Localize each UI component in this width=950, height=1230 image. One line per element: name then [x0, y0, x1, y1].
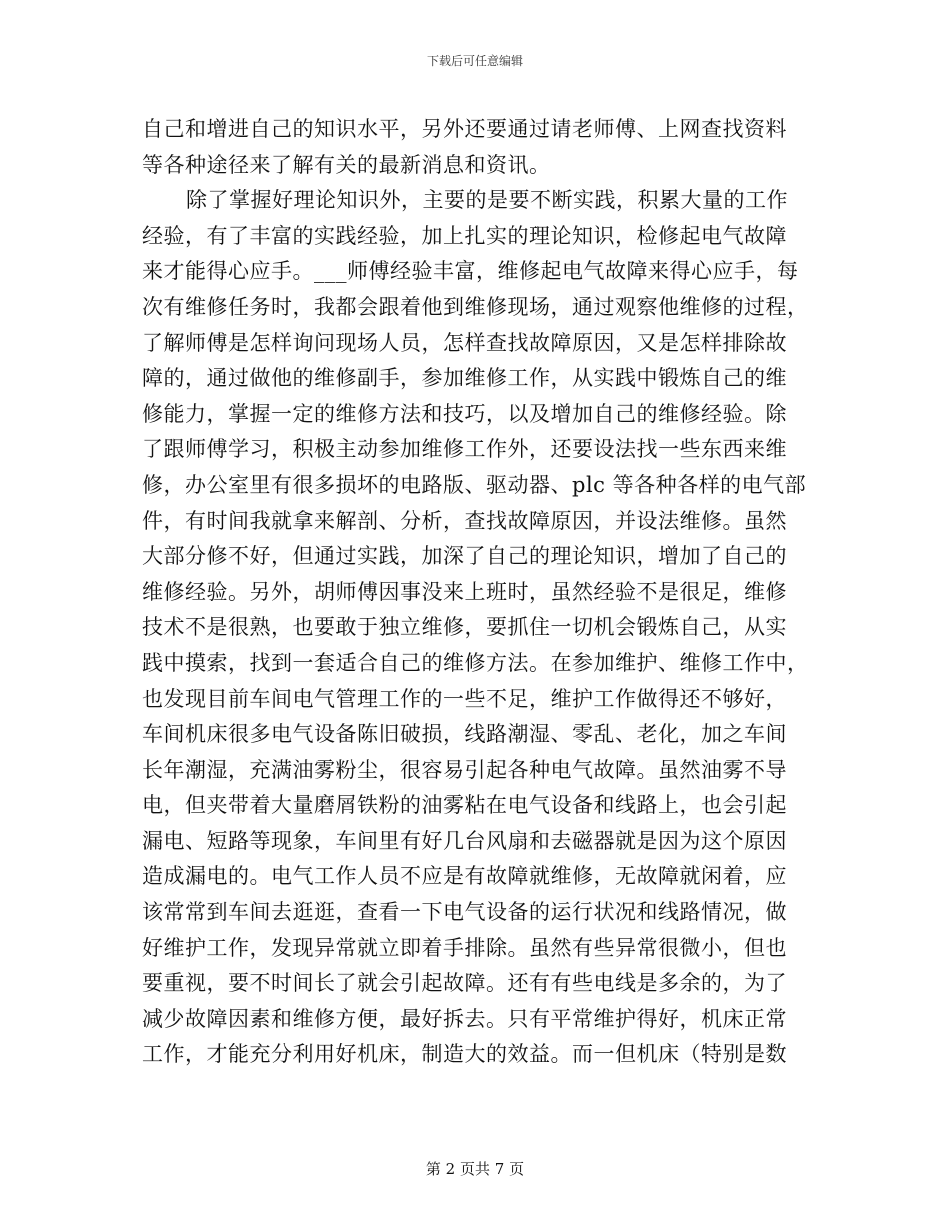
text-line: 技术不是很熟，也要敢于独立维修，要抓住一切机会锻炼自己，从实	[142, 615, 787, 640]
text-line: 减少故障因素和维修方便，最好拆去。只有平常维护得好，机床正常	[142, 1006, 787, 1031]
text-line: 次有维修任务时，我都会跟着他到维修现场，通过观察他维修的过程，	[142, 294, 809, 319]
text-line: 件，有时间我就拿来解剖、分析，查找故障原因，并设法维修。虽然	[142, 508, 787, 533]
text-line: 要重视，要不时间长了就会引起故障。还有有些电线是多余的，为了	[142, 971, 787, 996]
text-line: 好维护工作，发现异常就立即着手排除。虽然有些异常很微小，但也	[142, 935, 787, 960]
text-line: 该常常到车间去逛逛，查看一下电气设备的运行状况和线路情况，做	[142, 900, 787, 925]
text-line: 自己和增进自己的知识水平，另外还要通过请老师傅、上网查找资料	[142, 117, 787, 141]
text-line: 了跟师傅学习，积极主动参加维修工作外，还要设法找一些东西来维	[142, 437, 787, 462]
text-line: 工作，才能充分利用好机床，制造大的效益。而一但机床（特别是数	[142, 1042, 787, 1067]
text-line: 造成漏电的。电气工作人员不应是有故障就维修，无故障就闲着，应	[142, 864, 787, 889]
text-line: 了解师傅是怎样询问现场人员，怎样查找故障原因，又是怎样排除故	[142, 330, 787, 355]
text-line: 长年潮湿，充满油雾粉尘，很容易引起各种电气故障。虽然油雾不导	[142, 757, 787, 782]
text-line: 来才能得心应手。___师傅经验丰富，维修起电气故障来得心应手，每	[142, 259, 799, 284]
text-line: 修，办公室里有很多损坏的电路版、驱动器、plc 等各种各样的电气部	[142, 472, 807, 497]
text-line: 维修经验。另外，胡师傅因事没来上班时，虽然经验不是很足，维修	[142, 579, 787, 604]
text-line: 也发现目前车间电气管理工作的一些不足，维护工作做得还不够好，	[142, 686, 787, 711]
text-line: 践中摸索，找到一套适合自己的维修方法。在参加维护、维修工作中，	[142, 650, 809, 675]
text-line: 漏电、短路等现象，车间里有好几台风扇和去磁器就是因为这个原因	[142, 828, 787, 853]
text-line: 障的，通过做他的维修副手，参加维修工作，从实践中锻炼自己的维	[142, 366, 787, 391]
text-line: 车间机床很多电气设备陈旧破损，线路潮湿、零乱、老化，加之车间	[142, 722, 787, 747]
text-line: 大部分修不好，但通过实践，加深了自己的理论知识，增加了自己的	[142, 544, 787, 569]
page-number: 第 2 页共 7 页	[425, 1160, 525, 1178]
text-line: 电，但夹带着大量磨屑铁粉的油雾粘在电气设备和线路上，也会引起	[142, 793, 787, 818]
document-body	[142, 112, 808, 1073]
text-line: 等各种途径来了解有关的最新消息和资讯。	[142, 152, 551, 177]
text-line: 修能力，掌握一定的维修方法和技巧，以及增加自己的维修经验。除	[142, 401, 787, 426]
text-line: 经验，有了丰富的实践经验，加上扎实的理论知识，检修起电气故障	[142, 223, 787, 248]
page-header: 下载后可任意编辑	[426, 54, 523, 68]
paragraph-first-line: 除了掌握好理论知识外，主要的是要不断实践，积累大量的工作	[186, 188, 788, 213]
